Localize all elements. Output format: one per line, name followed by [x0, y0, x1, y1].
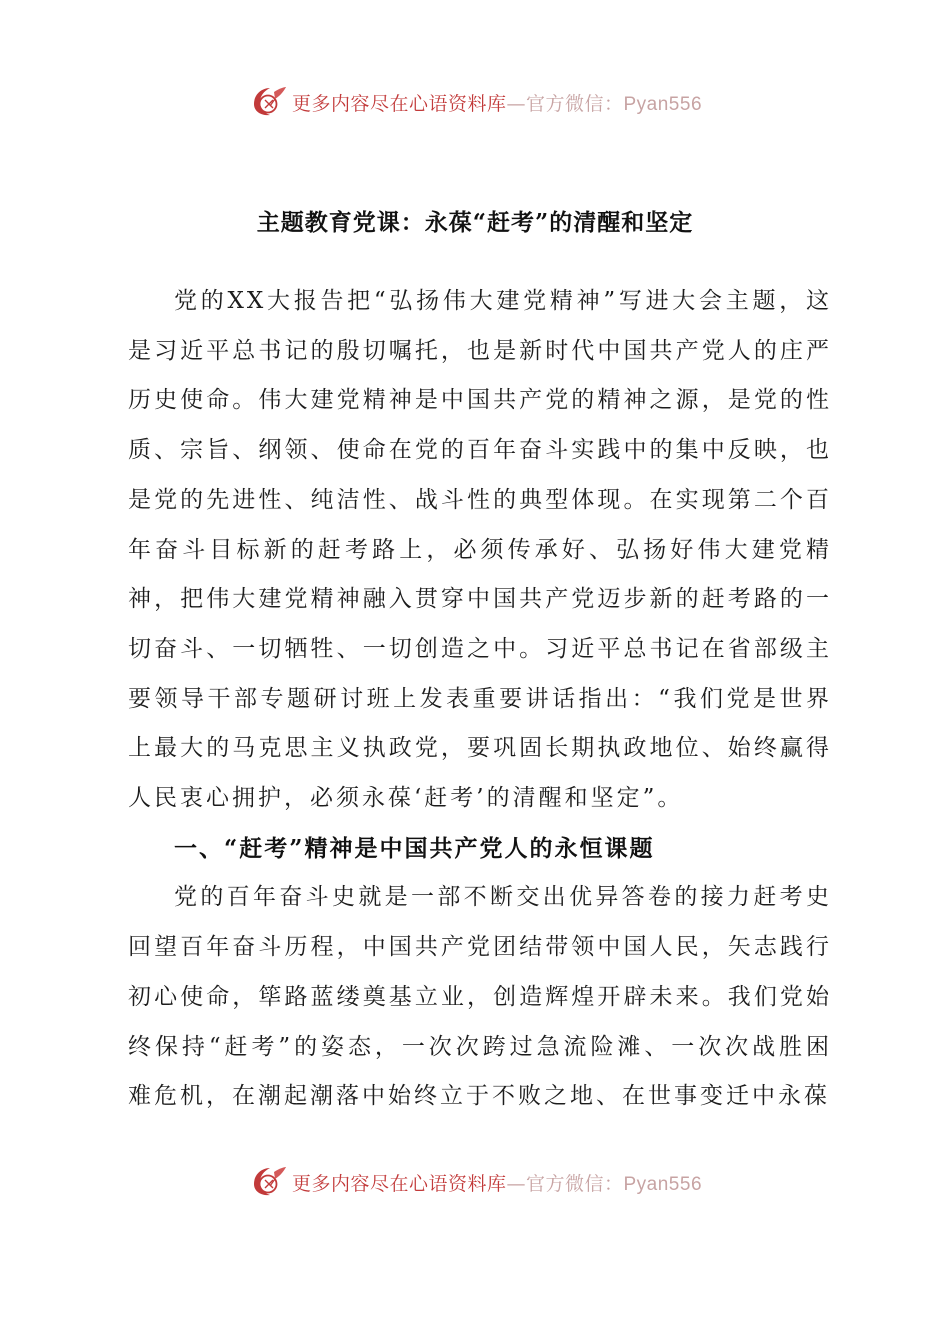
wechat-id: Pyan556 — [623, 93, 703, 115]
quill-logo-icon — [248, 82, 288, 122]
wechat-label: 官方微信： — [525, 1172, 624, 1195]
footer-banner-text — [292, 1169, 702, 1196]
banner-dash: — — [506, 92, 526, 115]
body-paragraph: 党的百年奋斗史就是一部不断交出优异答卷的接力赶考史回望百年奋斗历程，中国共产党团结带领中国人民，矢志践行初心使命，筚路蓝缕奠基立业，创造辉煌开辟未来。我们党始终保持“赶考”的姿态，一次次跨过急流险滩、一次次战胜困难危机，在潮起潮落中始终立于不败之地、在世事变迁中永葆 — [128, 884, 832, 1110]
section-heading: 一、“赶考”精神是中国共产党人的永恒课题 — [174, 834, 655, 862]
footer-banner — [0, 1160, 950, 1204]
wechat-id: Pyan556 — [623, 1173, 703, 1195]
header-banner-text — [292, 89, 702, 116]
document-title: 主题教育党课：永葆“赶考”的清醒和坚定 — [256, 209, 694, 236]
quill-logo-icon — [248, 1162, 288, 1202]
banner-dash: — — [506, 1172, 526, 1195]
site-name: 更多内容尽在心语资料库 — [291, 92, 507, 115]
header-banner — [0, 80, 950, 124]
document-body — [128, 277, 832, 1122]
wechat-label: 官方微信： — [525, 92, 624, 115]
body-paragraph: 党的XX大报告把“弘扬伟大建党精神”写进大会主题，这是习近平总书记的殷切嘱托，也是新时代中国共产党人的庄严历史使命。伟大建党精神是中国共产党的精神之源，是党的性质、宗旨、纲领、使命在党的百年奋斗实践中的集中反映，也是党的先进性、纯洁性、战斗性的典型体现。在实现第二个百年奋斗目标新的赶考路上，必须传承好、弘扬好伟大建党精神，把伟大建党精神融入贯穿中国共产党迈步新的赶考路的一切奋斗、一切牺牲、一切创造之中。习近平总书记在省部级主要领导干部专题研讨班上发表重要讲话指出：“我们党是世界上最大的马克思主义执政党，要巩固长期执政地位、始终赢得人民衷心拥护，必须永葆‘赶考’的清醒和坚定”。 — [128, 288, 832, 812]
site-name: 更多内容尽在心语资料库 — [291, 1172, 507, 1195]
